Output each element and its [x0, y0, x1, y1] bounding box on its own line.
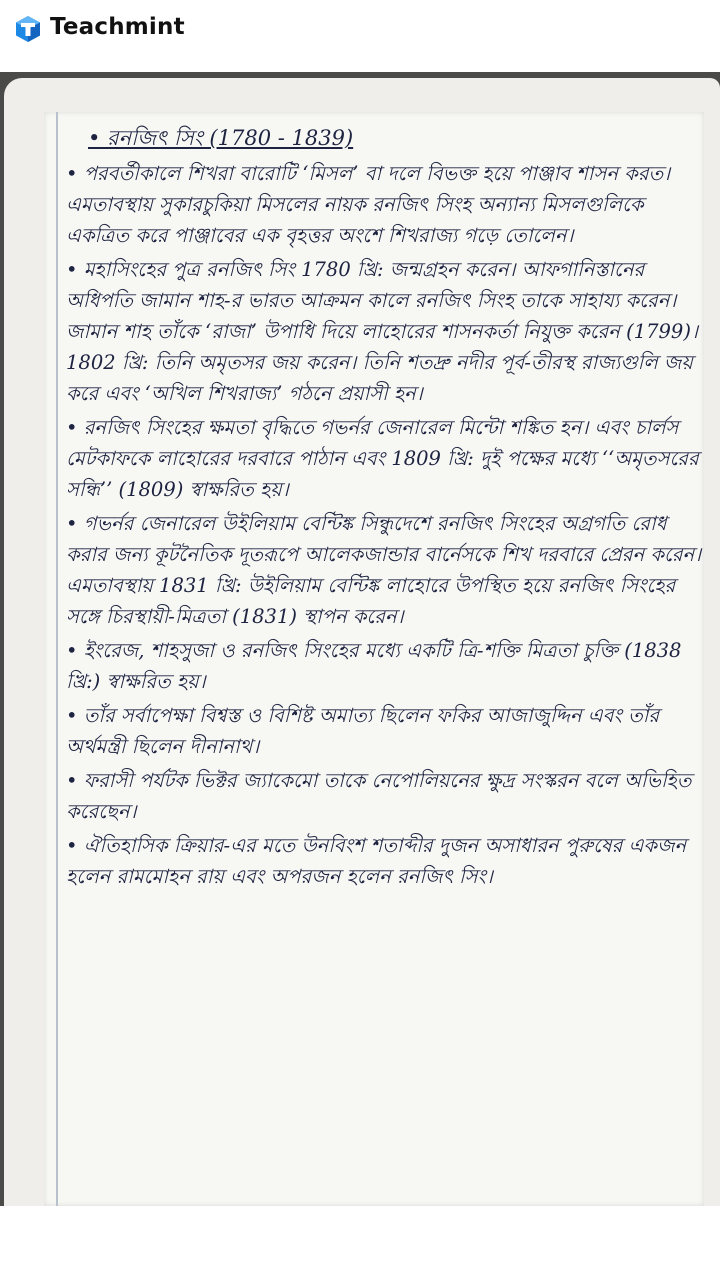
note-paragraph: • তাঁর সর্বাপেক্ষা বিশ্বস্ত ও বিশিষ্ট অমাত্য ছিলেন ফকির আজাজুদ্দিন এবং তাঁর অর্থমন্ত্রী ছিলেন দীনানাথ। [66, 704, 660, 758]
margin-line [56, 112, 58, 1206]
note-paragraph: • মহাসিংহের পুত্র রনজিৎ সিং 1780 খ্রি: জন্মগ্রহন করেন। আফগানিস্তানের অধিপতি জামান শাহ-র ভারত আক্রমন কালে রনজিৎ সিংহ তাকে সাহায্য করেন। জামান শাহ তাঁকে ‘রাজা’ উপাধি দিয়ে লাহোরের শাসনকর্তা নিযুক্ত করেন (1799)। 1802 খ্রি: তিনি অমৃতসর জয় করেন। তিনি শতদ্রু নদীর পূর্ব-তীরস্থ রাজ্যগুলি জয় করে এবং ‘অখিল শিখরাজ্য’ গঠনে প্রয়াসী হন। [66, 258, 698, 405]
brand-name[interactable]: Teachmint [50, 14, 185, 40]
note-paragraph: • ফরাসী পর্যটক ভিক্টর জ্যাকেমো তাকে নেপোলিয়নের ক্ষুদ্র সংস্করন বলে অভিহিত করেছেন। [66, 769, 692, 823]
notes-title: • রনজিৎ সিং (1780 - 1839) [88, 126, 354, 150]
teachmint-cube-logo-icon [14, 15, 42, 43]
note-paragraph: • রনজিৎ সিংহের ক্ষমতা বৃদ্ধিতে গভর্নর জেনারেল মিন্টো শঙ্কিত হন। এবং চার্লস মেটকাফকে লাহোরের দরবারে পাঠান এবং 1809 খ্রি: দুই পক্ষের মধ্যে ‘‘অমৃতসরের সন্ধি’’ (1809) স্বাক্ষরিত হয়। [66, 416, 699, 501]
bottom-blank-area [0, 1206, 720, 1280]
app-header [0, 0, 720, 72]
note-paragraph: • ইংরেজ, শাহসুজা ও রনজিৎ সিংহের মধ্যে একটি ত্রি-শক্তি মিত্রতা চুক্তি (1838 খ্রি:) স্বাক্ষরিত হয়। [66, 639, 682, 693]
note-paragraph: • গভর্নর জেনারেল উইলিয়াম বেন্টিঙ্ক সিন্ধুদেশে রনজিৎ সিংহের অগ্রগতি রোধ করার জন্য কূটনৈতিক দূতরূপে আলেকজান্ডার বার্নেসকে শিখ দরবারে প্রেরন করেন। এমতাবস্থায় 1831 খ্রি: উইলিয়াম বেন্টিঙ্ক লাহোরে উপস্থিত হয়ে রনজিৎ সিংহের সঙ্গে চিরস্থায়ী-মিত্রতা (1831) স্থাপন করেন। [66, 512, 702, 628]
note-paragraph: • পরবর্তীকালে শিখরা বারোটি ‘মিসল’ বা দলে বিভক্ত হয়ে পাঞ্জাব শাসন করত। এমতাবস্থায় সুকারচুকিয়া মিসলের নায়ক রনজিৎ সিংহ অন্যান্য মিসলগুলিকে একত্রিত করে পাঞ্জাবের এক বৃহত্তর অংশে শিখরাজ্য গড়ে তোলেন। [66, 162, 671, 247]
notebook-photo [0, 72, 720, 1206]
handwritten-notes [66, 118, 706, 895]
note-paragraph: • ঐতিহাসিক ক্রিয়ার-এর মতে উনবিংশ শতাব্দীর দুজন অসাধারন পুরুষের একজন হলেন রামমোহন রায় এবং অপরজন হলেন রনজিৎ সিং। [66, 834, 687, 888]
